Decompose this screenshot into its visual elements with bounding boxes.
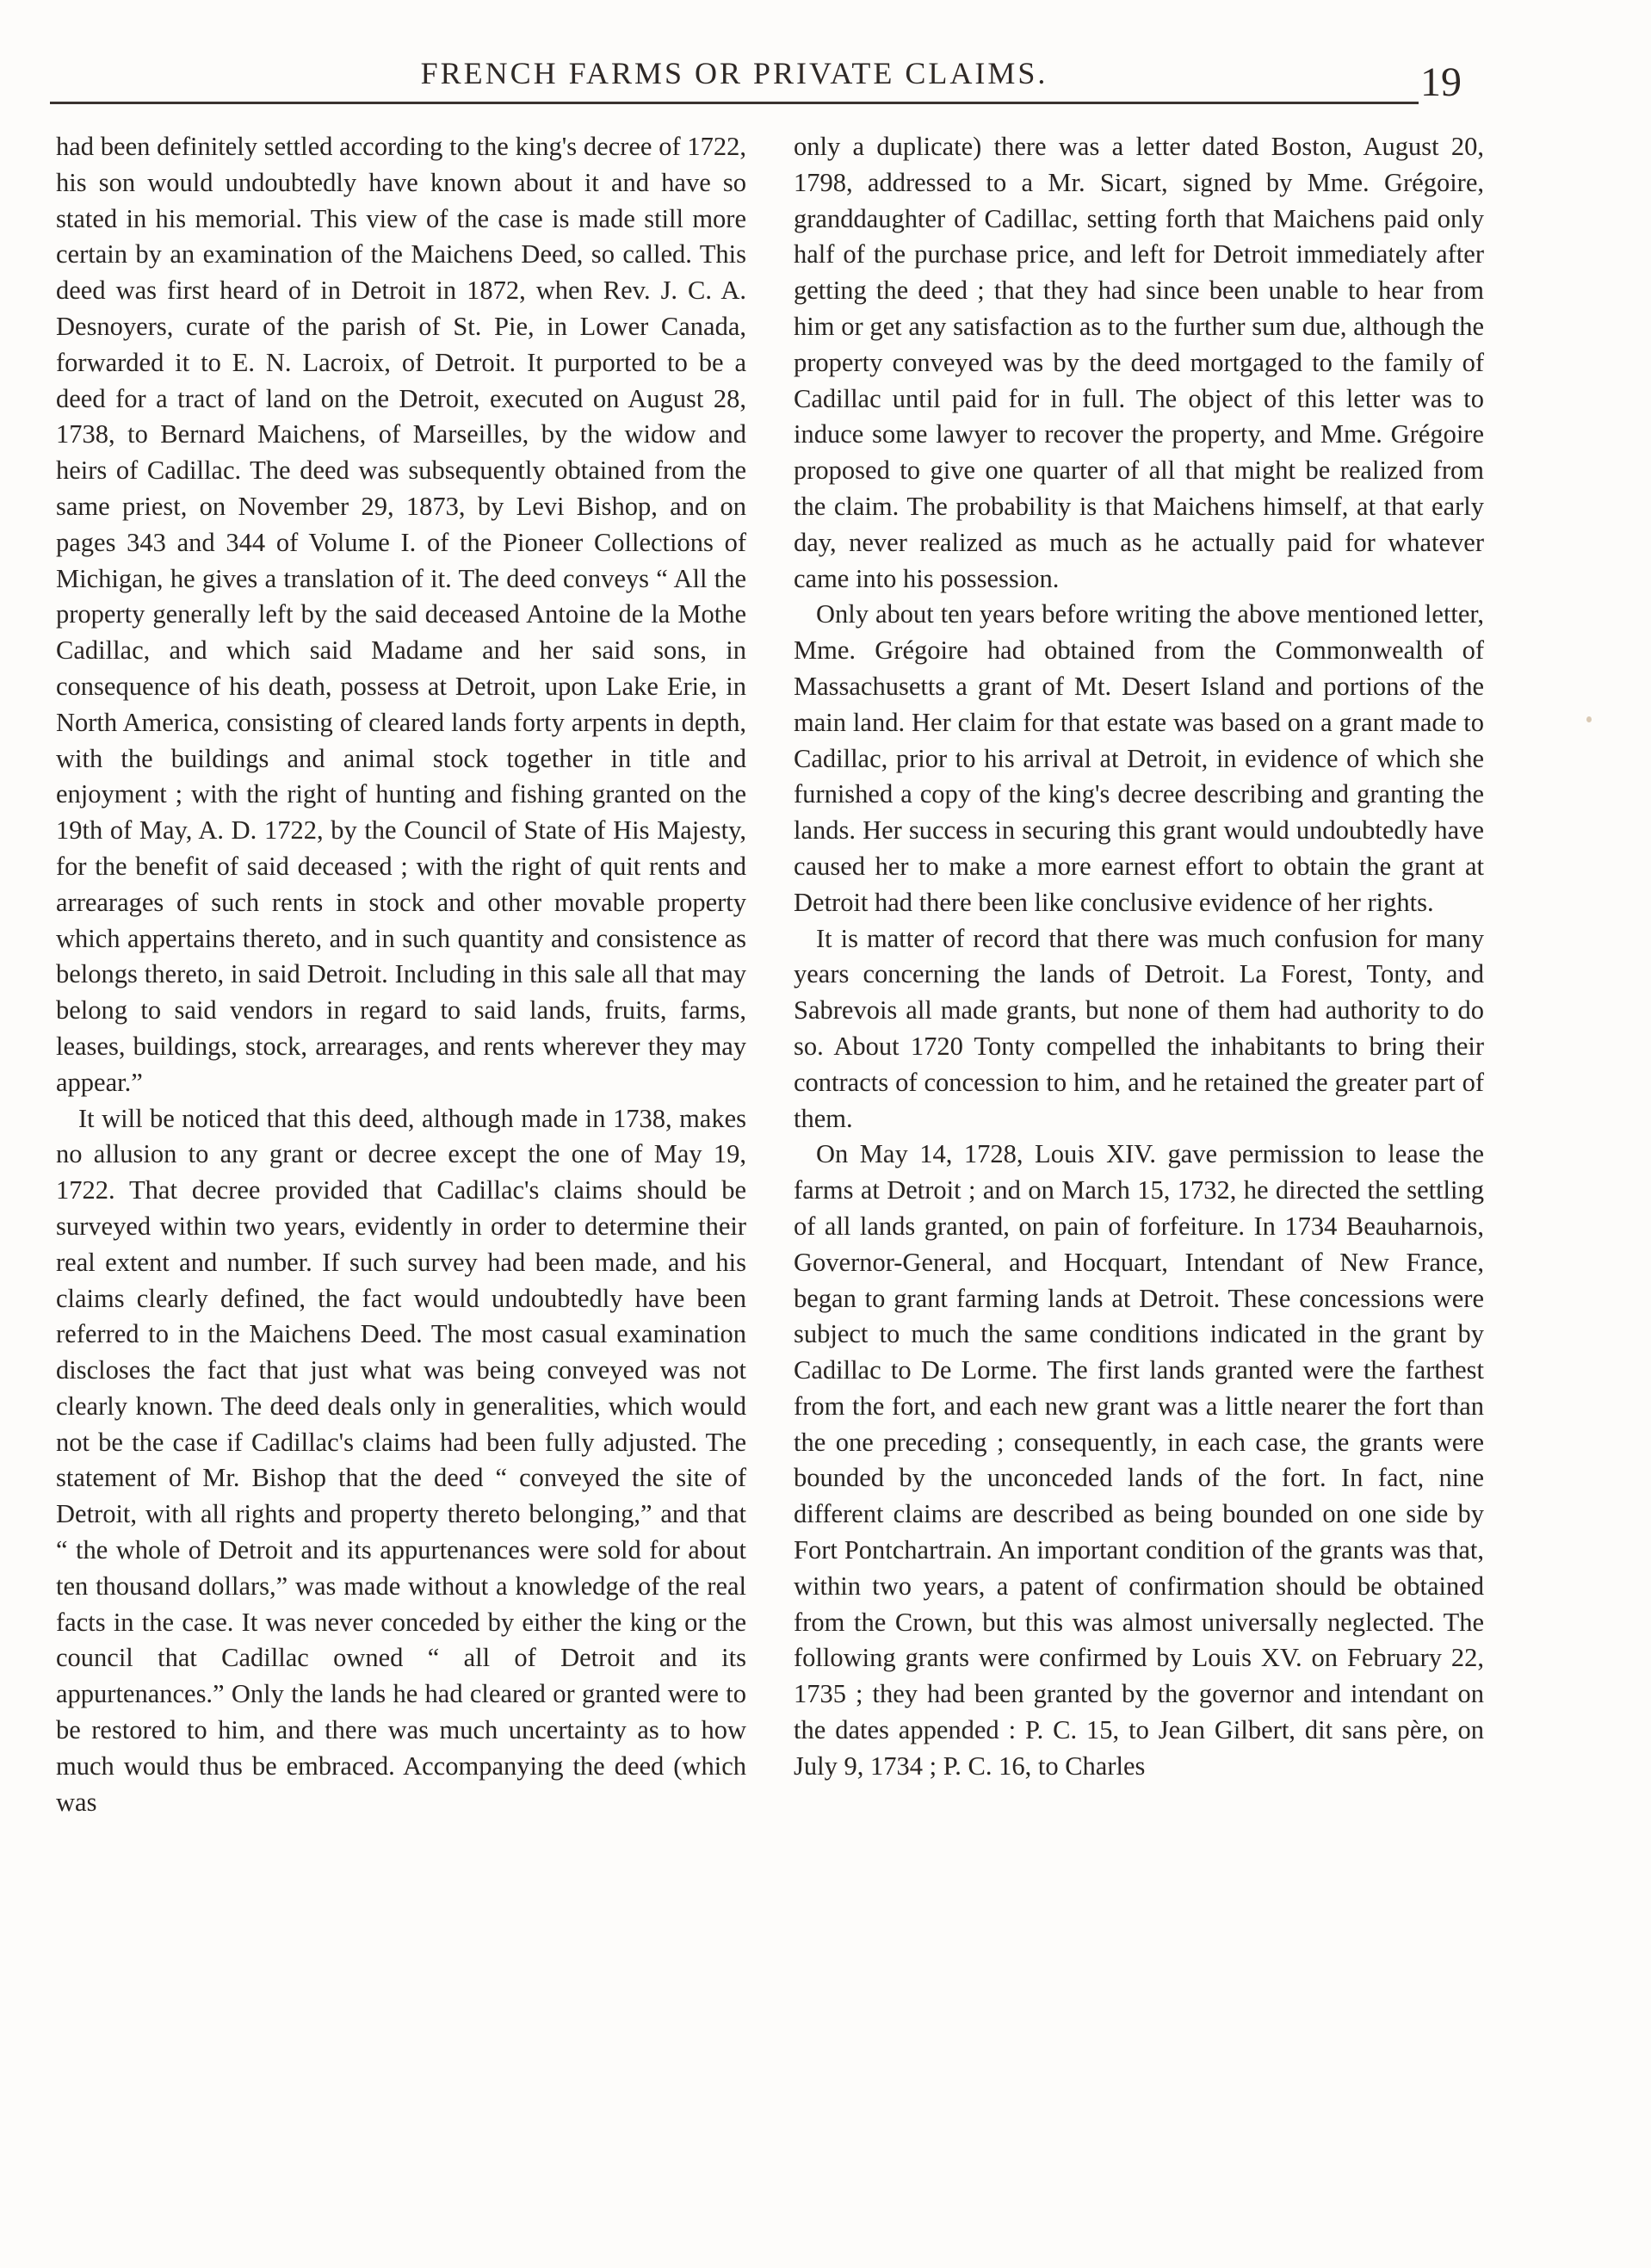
right-column (794, 129, 1484, 1785)
paragraph: On May 14, 1728, Louis XIV. gave permission to lease the farms at Detroit ; and on March 15, 1732, he directed the settling of all lands granted, on pain of forfeiture. In 1734 Beauharnois, Governor-General, and Hocquart, Intendant of New France, began to grant farming lands at Detroit. These concessions were subject to much the same conditions indicated in the grant by Cadillac to De Lorme. The first lands granted were the farthest from the fort, and each new grant was a little nearer the fort than the one preceding ; consequently, in each case, the grants were bounded by the unconceded lands of the fort. In fact, nine different claims are described as being bounded on one side by Fort Pontchartrain. An important condition of the grants was that, within two years, a patent of confirmation should be obtained from the Crown, but this was almost universally neglected. The following grants were confirmed by Louis XV. on February 22, 1735 ; they had been granted by the governor and intendant on the dates appended : P. C. 15, to Jean Gilbert, dit sans père, on July 9, 1734 ; P. C. 16, to Charles (794, 1139, 1484, 1781)
paragraph: Only about ten years before writing the above mentioned letter, Mme. Grégoire had obtained from the Commonwealth of Massachusetts a grant of Mt. Desert Island and portions of the main land. Her claim for that estate was based on a grant made to Cadillac, prior to his arrival at Detroit, in evidence of which she furnished a copy of the king's decree describing and granting the lands. Her success in securing this grant would undoubtedly have caused her to make a more earnest effort to obtain the grant at Detroit had there been like conclusive evidence of her rights. (794, 599, 1484, 917)
paragraph: had been definitely settled according to the king's decree of 1722, his son would undoubtedly have known about it and have so stated in his memorial. This view of the case is made still more certain by an examination of the Maichens Deed, so called. This deed was first heard of in Detroit in 1872, when Rev. J. C. A. Desnoyers, curate of the parish of St. Pie, in Lower Canada, forwarded it to E. N. Lacroix, of Detroit. It purported to be a deed for a tract of land on the Detroit, executed on August 28, 1738, to Bernard Maichens, of Marseilles, by the widow and heirs of Cadillac. The deed was subsequently obtained from the same priest, on November 29, 1873, by Levi Bishop, and on pages 343 and 344 of Volume I. of the Pioneer Collections of Michigan, he gives a translation of it. The deed conveys “ All the property generally left by the said deceased Antoine de la Mothe Cadillac, and which said Madame and her said sons, in consequence of his death, possess at Detroit, upon Lake Erie, in North America, consisting of cleared lands forty arpents in depth, with the buildings and animal stock together in title and enjoyment ; with the right of hunting and fishing granted on the 19th of May, A. D. 1722, by the Council of State of His Majesty, for the benefit of said deceased ; with the right of quit rents and arrearages of such rents in stock and other movable property which appertains thereto, and in such quantity and consistence as belongs thereto, in said Detroit. Including in this sale all that may belong to said vendors in regard to said lands, fruits, farms, leases, buildings, stock, arrearages, and rents wherever they may appear.” (56, 132, 746, 1097)
paragraph: It will be noticed that this deed, although made in 1738, makes no allusion to any grant or decree except the one of May 19, 1722. That decree provided that Cadillac's claims should be surveyed within two years, evidently in order to determine their real extent and number. If such survey had been made, and his claims clearly defined, the fact would undoubtedly have been referred to in the Maichens Deed. The most casual examination discloses the fact that just what was being conveyed was not clearly known. The deed deals only in generalities, which would not be the case if Cadillac's claims had been fully adjusted. The statement of Mr. Bishop that the deed “ conveyed the site of Detroit, with all rights and property thereto belonging,” and that “ the whole of Detroit and its appurtenances were sold for about ten thousand dollars,” was made without a knowledge of the real facts in the case. It was never conceded by either the king or the council that Cadillac owned “ all of Detroit and its appurtenances.” Only the lands he had cleared or granted were to be restored to him, and there was much uncertainty as to how much would thus be embraced. Accompanying the deed (which was (56, 1103, 746, 1817)
left-column (56, 129, 746, 1820)
running-title: FRENCH FARMS OR PRIVATE CLAIMS. (420, 56, 1048, 90)
running-header (50, 50, 1419, 104)
paragraph: only a duplicate) there was a letter dated Boston, August 20, 1798, addressed to a Mr. Sicart, signed by Mme. Grégoire, granddaughter of Cadillac, setting forth that Maichens paid only half of the purchase price, and left for Detroit immediately after getting the deed ; that they had since been unable to hear from him or get any satisfaction as to the further sum due, although the property conveyed was by the deed mortgaged to the family of Cadillac until paid for in full. The object of this letter was to induce some lawyer to recover the property, and Mme. Grégoire proposed to give one quarter of all that might be realized from the claim. The probability is that Maichens himself, at that early day, never realized as much as he actually paid for whatever came into his possession. (794, 132, 1484, 593)
paper-speck (1586, 716, 1592, 722)
page-number: 19 (1420, 59, 1462, 105)
paragraph: It is matter of record that there was much confusion for many years concerning the lands of Detroit. La Forest, Tonty, and Sabrevois all made grants, but none of them had authority to do so. About 1720 Tonty compelled the inhabitants to bring their contracts of concession to him, and he retained the greater part of them. (794, 923, 1484, 1133)
